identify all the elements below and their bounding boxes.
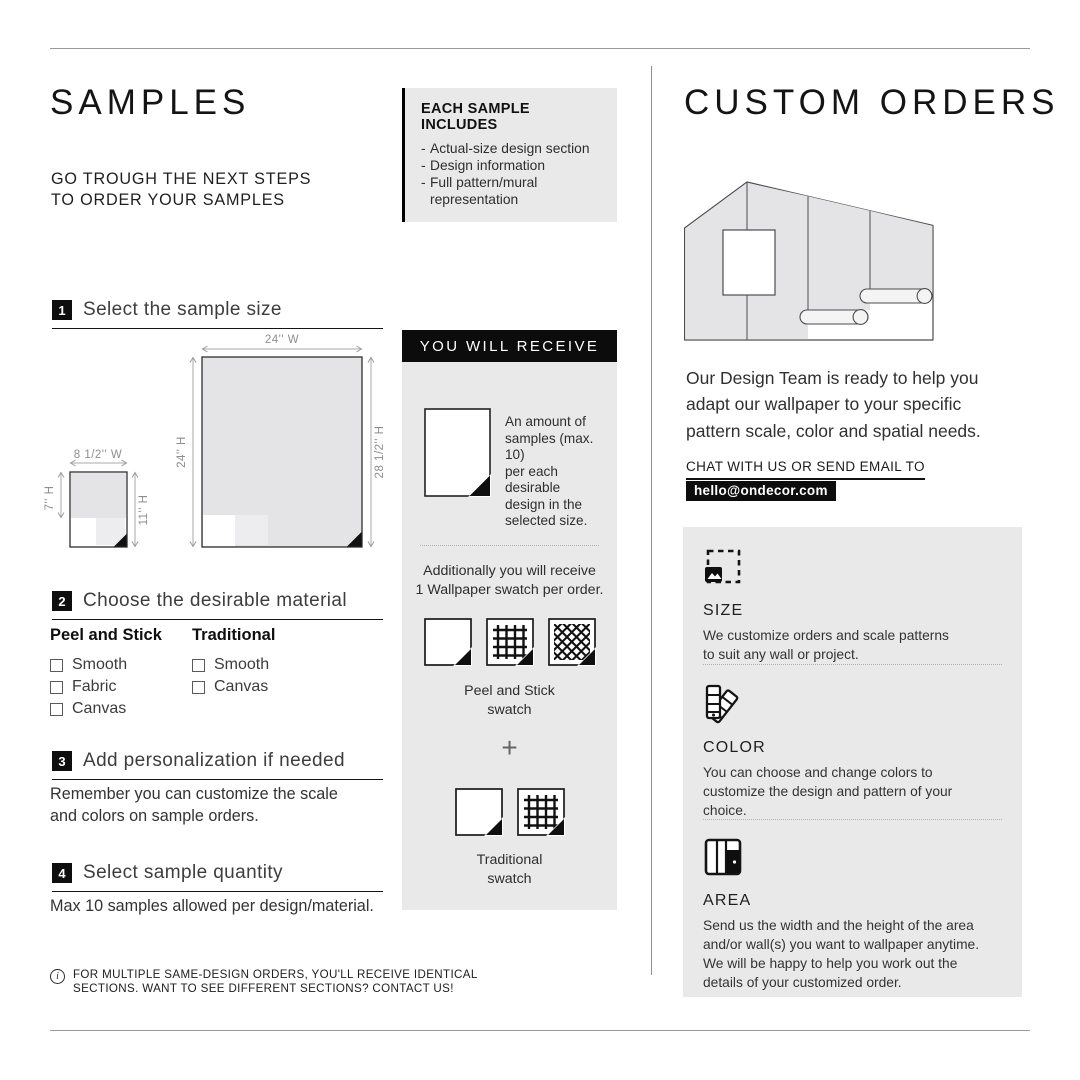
step-4-number-badge: 4 (52, 863, 72, 883)
step-4-label: Select sample quantity (83, 862, 283, 883)
color-swatches-icon (703, 682, 749, 724)
step-2-label: Choose the desirable material (83, 590, 348, 611)
includes-item: - Actual-size design section (421, 141, 590, 156)
grid-swatch-icon (517, 788, 565, 836)
plus-sign: + (501, 732, 518, 763)
checkbox-icon[interactable] (192, 681, 205, 694)
feature-area (703, 837, 1003, 992)
step-2-header (52, 590, 383, 620)
includes-title: EACH SAMPLE INCLUDES (421, 101, 530, 133)
dotted-divider (703, 819, 1002, 820)
material-option-fabric: Fabric (50, 676, 162, 698)
chat-with-us-label: CHAT WITH US OR SEND EMAIL TO (686, 459, 925, 480)
crosshatch-swatch-icon (548, 618, 596, 666)
step-2-number-badge: 2 (52, 591, 72, 611)
feature-size (703, 547, 1003, 664)
grid-swatch-icon (486, 618, 534, 666)
scale-size-icon (703, 547, 743, 587)
includes-item-continuation: representation (430, 192, 519, 207)
samples-amount-text: An amount of samples (max. 10) per each desirable design in the selected size. (505, 414, 594, 528)
design-team-intro: Our Design Team is ready to help you adapt our wallpaper to your specific pattern scale, color and spatial needs. (686, 368, 981, 441)
step-4-header (52, 862, 383, 892)
column-divider-line (651, 66, 652, 975)
wall-area-icon (703, 837, 743, 877)
checkbox-icon[interactable] (50, 681, 63, 694)
samples-title: SAMPLES (50, 83, 251, 122)
plain-swatch-icon (455, 788, 503, 836)
customization-panel (683, 527, 1022, 997)
material-option-canvas: Canvas (50, 698, 162, 720)
large-outer-height-label: 28 1/2'' H (374, 425, 386, 479)
samples-subtitle: GO TROUGH THE NEXT STEPS TO ORDER YOUR SAMPLES (51, 170, 312, 209)
feature-text: We customize orders and scale patterns to suit any wall or project. (703, 628, 949, 662)
dotted-divider (420, 545, 599, 546)
sample-sheet-icon (424, 408, 491, 497)
large-inner-height-label: 24'' H (176, 436, 188, 468)
material-option-canvas: Canvas (192, 676, 275, 698)
feature-name: AREA (703, 892, 752, 909)
step-4-description: Max 10 samples allowed per design/material. (50, 897, 374, 915)
step-3-label: Add personalization if needed (83, 750, 345, 771)
plain-swatch-icon (424, 618, 472, 666)
material-group-title: Peel and Stick (50, 626, 162, 644)
step-3-header (52, 750, 383, 780)
each-sample-includes-box (402, 88, 617, 222)
you-will-receive-banner: YOU WILL RECEIVE (402, 330, 617, 362)
includes-item: - Design information (421, 158, 546, 173)
checkbox-icon[interactable] (50, 703, 63, 716)
checkbox-icon[interactable] (192, 659, 205, 672)
material-column-traditional (192, 626, 275, 698)
small-outer-height-label: 11'' H (138, 494, 150, 526)
bottom-divider-line (50, 1030, 1030, 1031)
house-wall-illustration (684, 177, 934, 343)
footer-note (50, 968, 540, 995)
step-1-number-badge: 1 (52, 300, 72, 320)
footer-note-text: FOR MULTIPLE SAME-DESIGN ORDERS, YOU'LL RECEIVE IDENTICAL SECTIONS. WANT TO SEE DIFFERENT SECTIONS? CONTACT US! (73, 968, 478, 995)
window (723, 230, 775, 295)
peel-and-stick-swatch-row (402, 618, 617, 666)
small-width-label: 8 1/2'' W (73, 449, 123, 461)
sample-size-diagram (40, 332, 390, 572)
contact-block (686, 458, 925, 501)
feature-name: COLOR (703, 739, 766, 756)
feature-color (703, 682, 1003, 820)
material-column-peel-and-stick (50, 626, 162, 720)
step-3-description: Remember you can customize the scale and colors on sample orders. (50, 785, 338, 825)
additional-swatch-text: Additionally you will receive 1 Wallpaper swatch per order. (415, 563, 604, 598)
step-1-label: Select the sample size (83, 299, 282, 320)
top-divider-line (50, 48, 1030, 49)
dotted-divider (703, 664, 1002, 665)
material-option-smooth: Smooth (192, 654, 275, 676)
peel-swatch-label: Peel and Stick swatch (464, 683, 555, 718)
traditional-swatch-label: Traditional swatch (476, 852, 543, 887)
checkbox-icon[interactable] (50, 659, 63, 672)
you-will-receive-panel (402, 362, 617, 910)
step-3-number-badge: 3 (52, 751, 72, 771)
small-inner-height-label: 7'' H (44, 485, 56, 511)
includes-item: - Full pattern/mural (421, 175, 538, 190)
info-icon: i (50, 969, 65, 984)
large-width-label: 24'' W (264, 334, 300, 346)
feature-name: SIZE (703, 602, 744, 619)
traditional-swatch-row (402, 788, 617, 836)
feature-text: Send us the width and the height of the area and/or wall(s) you want to wallpaper anytime. We will be happy to help you work out the details of your customized order. (703, 918, 980, 990)
step-1-header (52, 299, 383, 329)
contact-email[interactable]: hello@ondecor.com (686, 481, 836, 501)
custom-orders-title: CUSTOM ORDERS (684, 83, 1060, 122)
feature-text: You can choose and change colors to customize the design and pattern of your choice. (703, 765, 953, 818)
material-option-smooth: Smooth (50, 654, 162, 676)
material-group-title: Traditional (192, 626, 276, 644)
